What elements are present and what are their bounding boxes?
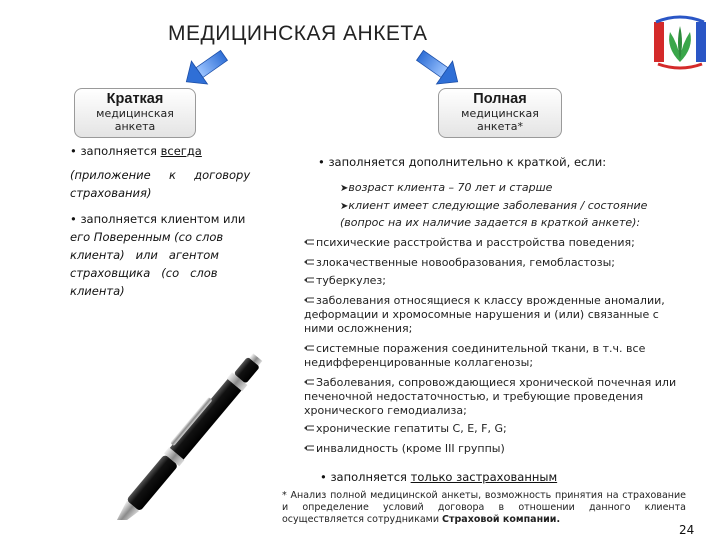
filled-by-line-4: страховщика (со слов — [70, 266, 218, 280]
list-item-line: деформации и хромосомные нарушения и (или) связанные с — [304, 308, 659, 321]
list-item-line: инвалидность (кроме III группы) — [304, 442, 704, 456]
list-item-line: ними осложнения; — [304, 322, 413, 335]
arrow-right-icon — [408, 48, 468, 88]
left-bullet-always: • заполняется всегда — [70, 144, 202, 158]
list-item — [304, 236, 704, 250]
footnote-company: Страховой компании. — [442, 514, 561, 525]
footnote: * Анализ полной медицинской анкеты, возможность принятия на страхование и определение условий договора в отношении данного клиента осуществляется сотрудниками Страховой компании. — [282, 490, 686, 525]
list-item — [304, 442, 704, 456]
list-item-line: заболевания относящиеся к классу врожденные аномалии, — [304, 294, 704, 308]
arrowhead-bullet-icon: ➤ — [340, 183, 349, 194]
list-item-line: хронические гепатиты C, E, F, G; — [304, 422, 704, 436]
page-title: МЕДИЦИНСКАЯ АНКЕТА — [168, 22, 428, 45]
logo-flag-blue — [696, 22, 706, 62]
list-item-line: психические расстройства и расстройства поведения; — [304, 236, 704, 250]
list-item — [304, 342, 704, 370]
contract-note-line-2: страхования) — [70, 186, 152, 200]
pen-bullet-icon — [304, 296, 315, 304]
filled-by-line-2: его Поверенным (со слов — [70, 230, 224, 244]
list-item-line: недифференцированные коллагенозы; — [304, 356, 534, 369]
pen-bullet-icon — [304, 424, 315, 432]
pen-bullet-icon — [304, 258, 315, 266]
arrow-left-icon — [176, 48, 236, 88]
short-box-subtitle-2: анкета — [114, 120, 156, 133]
condition-age: ➤возраст клиента – 70 лет и старше — [340, 181, 553, 194]
insured-only-underlined: только застрахованным — [410, 470, 558, 484]
filled-by-line-3: клиента) или агентом — [70, 248, 219, 262]
logo-flag-red — [654, 22, 664, 62]
always-underlined: всегда — [160, 144, 202, 158]
list-item — [304, 256, 704, 270]
filled-by-line-5: клиента) — [70, 284, 125, 298]
pen-bullet-icon — [304, 444, 315, 452]
list-item-line: системные поражения соединительной ткани, в т.ч. все — [304, 342, 704, 356]
short-questionnaire-box — [74, 88, 196, 138]
filled-by-line-1: • заполняется клиентом или — [70, 212, 246, 226]
list-item-line: туберкулез; — [304, 274, 704, 288]
pen-bullet-icon — [304, 238, 315, 246]
contract-note-line-1: (приложение к договору — [70, 168, 251, 182]
full-questionnaire-condition-heading: • заполняется дополнительно к краткой, если: — [318, 155, 607, 169]
list-item — [304, 422, 704, 436]
full-questionnaire-box — [438, 88, 562, 138]
short-box-subtitle-1: медицинская — [96, 107, 174, 120]
full-box-subtitle-2: анкета* — [477, 120, 523, 133]
full-box-title: Полная — [473, 91, 527, 107]
short-box-title: Краткая — [106, 91, 164, 107]
list-item — [304, 294, 704, 336]
organization-logo — [652, 14, 708, 70]
full-box-subtitle-1: медицинская — [461, 107, 539, 120]
list-item — [304, 274, 704, 288]
list-item — [304, 376, 704, 418]
pen-bullet-icon — [304, 378, 315, 386]
condition-diseases: ➤клиент имеет следующие заболевания / состояние (вопрос на их наличие задается в краткой анкете): — [340, 199, 648, 229]
pen-illustration — [105, 320, 305, 520]
page-number: 24 — [679, 523, 695, 537]
arrowhead-bullet-icon: ➤ — [340, 201, 349, 212]
list-item-line: Заболевания, сопровождающиеся хронической почечная или — [304, 376, 704, 390]
list-item-line: злокачественные новообразования, гемобластозы; — [304, 256, 704, 270]
list-item-line: хронического гемодиализа; — [304, 404, 467, 417]
pen-bullet-icon — [304, 344, 315, 352]
list-item-line: печеночной недостаточностью, и требующие проведения — [304, 390, 644, 403]
insured-only-bullet: • заполняется только застрахованным — [320, 470, 558, 484]
pen-bullet-icon — [304, 276, 315, 284]
